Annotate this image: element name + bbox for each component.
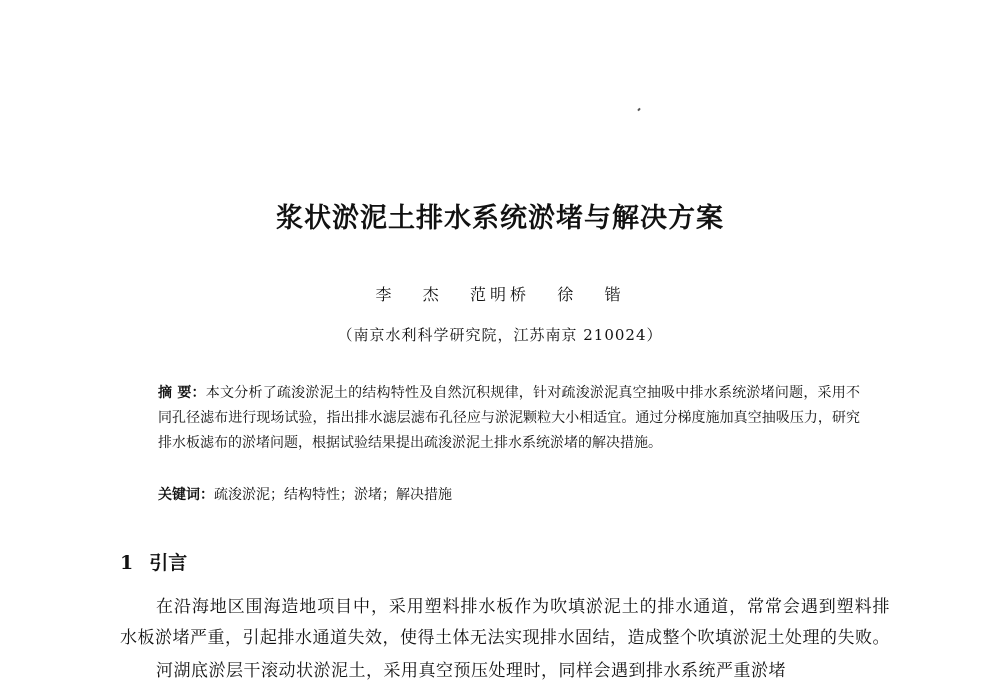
body-paragraph: 在沿海地区围海造地项目中，采用塑料排水板作为吹填淤泥土的排水通道，常常会遇到塑料排水板淤堵严重，引起排水通道失效，使得土体无法实现排水固结，造成整个吹填淤泥土处理的失败。	[120, 597, 890, 648]
keywords-label: 关键词：	[158, 487, 214, 503]
abstract-text: 本文分析了疏浚淤泥土的结构特性及自然沉积规律，针对疏浚淤泥真空抽吸中排水系统淤堵问题，采用不同孔径滤布进行现场试验，指出排水滤层滤布孔径应与淤泥颗粒大小相适宜。通过分梯度施加真空抽吸压力，研究排水板滤布的淤堵问题，根据试验结果提出疏浚淤泥土排水系统淤堵的解决措施。	[158, 385, 861, 451]
body-paragraph: 河湖底淤层干滚动状淤泥土，采用真空预压处理时，同样会遇到排水系统严重淤堵	[156, 661, 786, 681]
scan-speck	[637, 108, 640, 112]
section-heading	[120, 548, 187, 575]
affiliation: （南京水利科学研究院，江苏南京 210024）	[337, 326, 663, 344]
section-number: 1	[120, 552, 134, 574]
section-title: 引言	[149, 552, 188, 574]
abstract-label: 摘 要：	[158, 385, 206, 401]
abstract	[158, 381, 860, 456]
keywords	[158, 483, 860, 508]
section-body	[120, 592, 890, 689]
author-list: 李 杰 范明桥 徐 锴	[375, 285, 625, 304]
keywords-text: 疏浚淤泥；结构特性；淤堵；解决措施	[214, 487, 452, 503]
paper-title: 浆状淤泥土排水系统淤堵与解决方案	[276, 203, 724, 234]
